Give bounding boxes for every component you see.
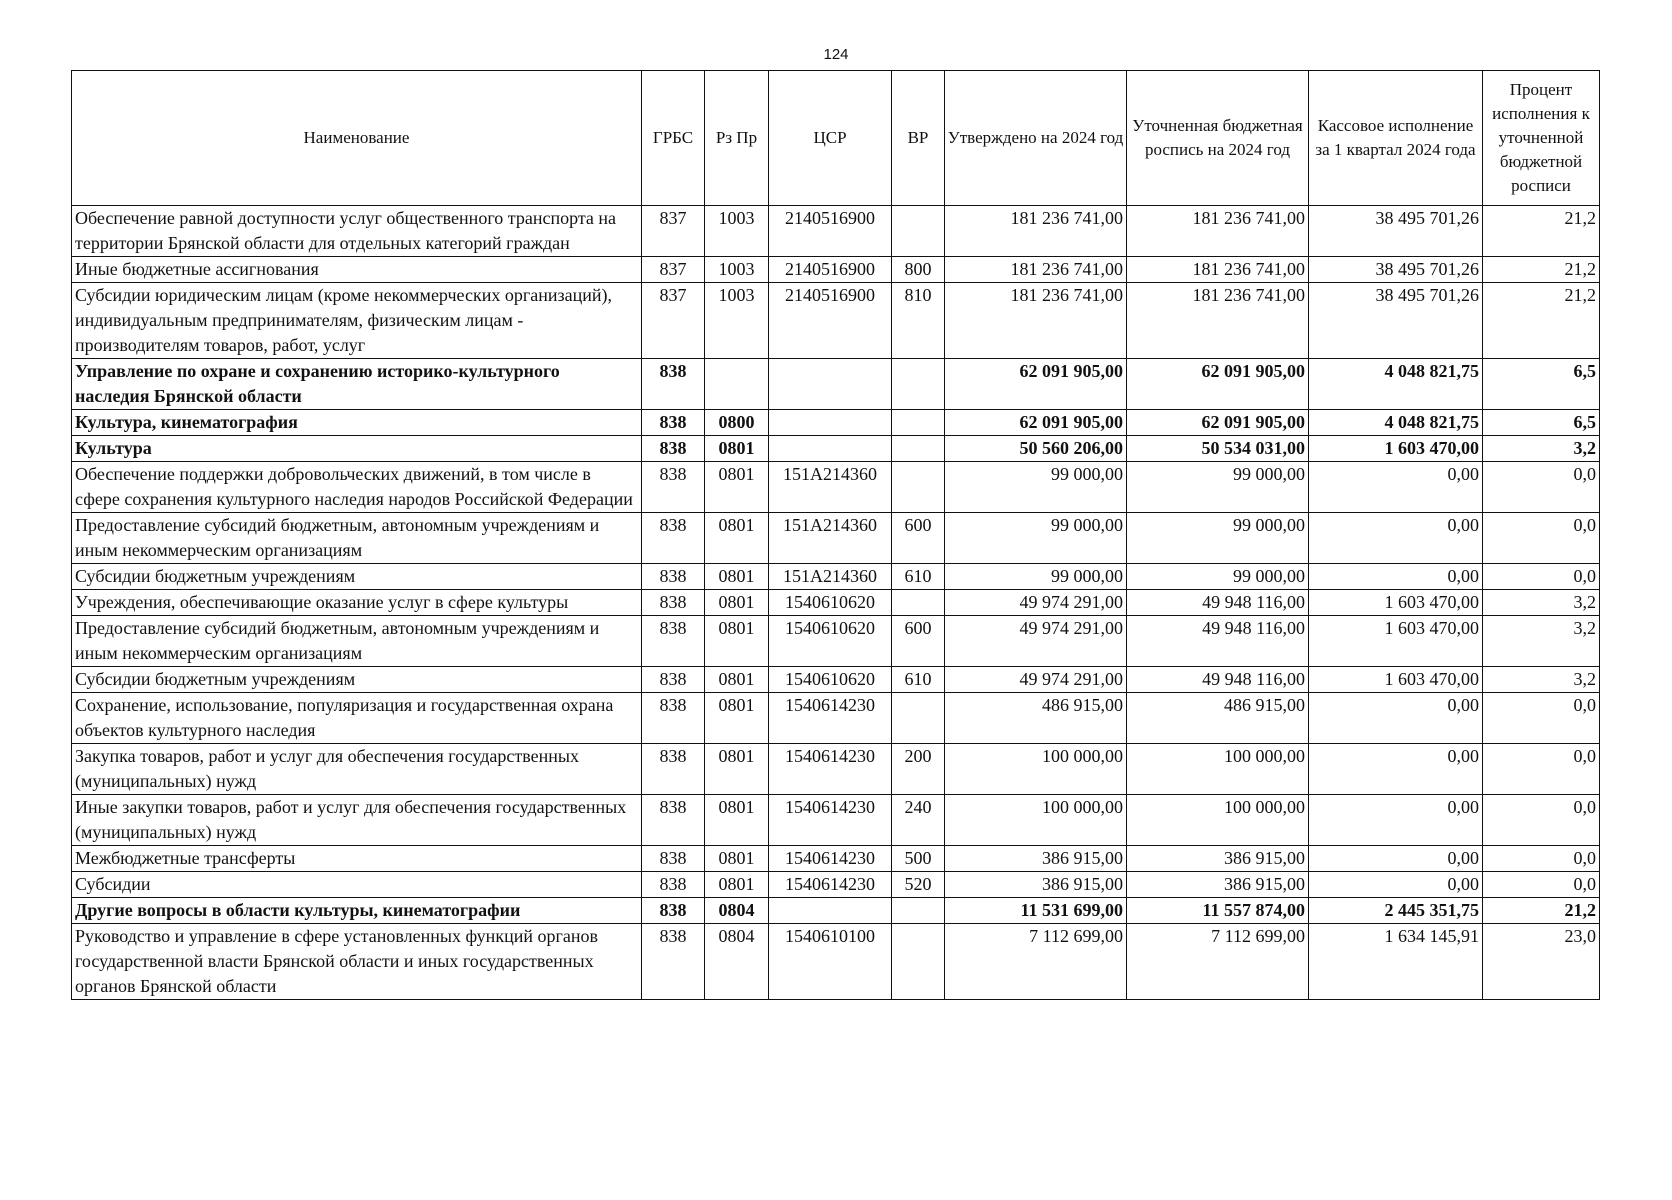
cell-vr: 810 (892, 283, 945, 359)
cell-vr: 520 (892, 872, 945, 898)
cell-refined: 181 236 741,00 (1127, 206, 1309, 257)
cell-cash: 1 603 470,00 (1309, 436, 1483, 462)
cell-rzpr: 0801 (705, 590, 769, 616)
cell-cash: 1 603 470,00 (1309, 667, 1483, 693)
cell-cash: 0,00 (1309, 513, 1483, 564)
cell-name: Другие вопросы в области культуры, кинематографии (72, 898, 642, 924)
table-row (72, 206, 1600, 257)
cell-refined: 7 112 699,00 (1127, 924, 1309, 1000)
cell-rzpr (705, 359, 769, 410)
cell-percent: 3,2 (1483, 436, 1600, 462)
cell-vr: 600 (892, 616, 945, 667)
cell-vr (892, 206, 945, 257)
cell-percent: 3,2 (1483, 616, 1600, 667)
cell-vr (892, 693, 945, 744)
cell-name: Управление по охране и сохранению историко-культурного наследия Брянской области (72, 359, 642, 410)
cell-vr: 500 (892, 846, 945, 872)
cell-name: Субсидии (72, 872, 642, 898)
header-csr: ЦСР (769, 71, 892, 206)
cell-name: Субсидии юридическим лицам (кроме некоммерческих организаций), индивидуальным предпринимателям, физическим лицам - производителям товаров, работ, услуг (72, 283, 642, 359)
cell-refined: 386 915,00 (1127, 872, 1309, 898)
table-row (72, 257, 1600, 283)
cell-approved: 99 000,00 (945, 513, 1127, 564)
cell-refined: 62 091 905,00 (1127, 410, 1309, 436)
budget-execution-table (71, 70, 1600, 1000)
cell-cash: 2 445 351,75 (1309, 898, 1483, 924)
cell-approved: 181 236 741,00 (945, 283, 1127, 359)
table-row (72, 564, 1600, 590)
cell-name: Обеспечение равной доступности услуг общественного транспорта на территории Брянской области для отдельных категорий граждан (72, 206, 642, 257)
cell-name: Руководство и управление в сфере установленных функций органов государственной власти Брянской области и иных государственных органов Брянской области (72, 924, 642, 1000)
cell-csr (769, 898, 892, 924)
cell-rzpr: 0801 (705, 436, 769, 462)
cell-refined: 50 534 031,00 (1127, 436, 1309, 462)
cell-vr: 610 (892, 667, 945, 693)
cell-percent: 0,0 (1483, 462, 1600, 513)
table-row (72, 462, 1600, 513)
cell-vr: 240 (892, 795, 945, 846)
cell-rzpr: 0801 (705, 513, 769, 564)
cell-vr (892, 410, 945, 436)
cell-grbs: 838 (642, 359, 705, 410)
cell-vr (892, 590, 945, 616)
cell-rzpr: 0801 (705, 872, 769, 898)
cell-refined: 49 948 116,00 (1127, 590, 1309, 616)
header-rzpr: Рз Пр (705, 71, 769, 206)
cell-refined: 486 915,00 (1127, 693, 1309, 744)
cell-grbs: 838 (642, 616, 705, 667)
cell-approved: 386 915,00 (945, 846, 1127, 872)
table-row (72, 667, 1600, 693)
header-refined: Уточненная бюджетная роспись на 2024 год (1127, 71, 1309, 206)
cell-grbs: 838 (642, 564, 705, 590)
cell-vr (892, 924, 945, 1000)
cell-grbs: 838 (642, 898, 705, 924)
cell-name: Иные закупки товаров, работ и услуг для обеспечения государственных (муниципальных) нужд (72, 795, 642, 846)
cell-grbs: 838 (642, 667, 705, 693)
cell-cash: 0,00 (1309, 795, 1483, 846)
cell-percent: 23,0 (1483, 924, 1600, 1000)
cell-name: Межбюджетные трансферты (72, 846, 642, 872)
header-cash: Кассовое исполнение за 1 квартал 2024 года (1309, 71, 1483, 206)
cell-vr: 610 (892, 564, 945, 590)
cell-grbs: 838 (642, 462, 705, 513)
cell-csr (769, 410, 892, 436)
cell-grbs: 838 (642, 436, 705, 462)
cell-cash: 0,00 (1309, 693, 1483, 744)
table-row (72, 359, 1600, 410)
cell-vr (892, 436, 945, 462)
cell-approved: 62 091 905,00 (945, 410, 1127, 436)
header-vr: ВР (892, 71, 945, 206)
cell-name: Иные бюджетные ассигнования (72, 257, 642, 283)
page-number: 124 (823, 46, 849, 63)
cell-name: Сохранение, использование, популяризация и государственная охрана объектов культурного наследия (72, 693, 642, 744)
cell-percent: 3,2 (1483, 590, 1600, 616)
cell-rzpr: 0801 (705, 616, 769, 667)
cell-approved: 50 560 206,00 (945, 436, 1127, 462)
cell-percent: 3,2 (1483, 667, 1600, 693)
cell-cash: 0,00 (1309, 846, 1483, 872)
cell-percent: 0,0 (1483, 513, 1600, 564)
cell-grbs: 838 (642, 872, 705, 898)
cell-csr: 2140516900 (769, 283, 892, 359)
cell-refined: 99 000,00 (1127, 513, 1309, 564)
cell-csr: 1540610100 (769, 924, 892, 1000)
cell-approved: 49 974 291,00 (945, 616, 1127, 667)
cell-approved: 181 236 741,00 (945, 206, 1127, 257)
cell-csr: 2140516900 (769, 257, 892, 283)
cell-refined: 386 915,00 (1127, 846, 1309, 872)
cell-csr: 1540614230 (769, 693, 892, 744)
cell-name: Предоставление субсидий бюджетным, автономным учреждениям и иным некоммерческим организациям (72, 616, 642, 667)
cell-approved: 486 915,00 (945, 693, 1127, 744)
cell-percent: 21,2 (1483, 283, 1600, 359)
cell-rzpr: 0801 (705, 564, 769, 590)
cell-name: Культура (72, 436, 642, 462)
table-row (72, 846, 1600, 872)
cell-vr (892, 359, 945, 410)
cell-approved: 7 112 699,00 (945, 924, 1127, 1000)
cell-csr: 151A214360 (769, 513, 892, 564)
header-grbs: ГРБС (642, 71, 705, 206)
cell-approved: 100 000,00 (945, 795, 1127, 846)
cell-grbs: 838 (642, 846, 705, 872)
cell-csr: 1540610620 (769, 590, 892, 616)
cell-name: Культура, кинематография (72, 410, 642, 436)
cell-percent: 0,0 (1483, 846, 1600, 872)
cell-refined: 49 948 116,00 (1127, 667, 1309, 693)
cell-percent: 0,0 (1483, 693, 1600, 744)
cell-refined: 181 236 741,00 (1127, 257, 1309, 283)
cell-percent: 6,5 (1483, 359, 1600, 410)
cell-approved: 49 974 291,00 (945, 667, 1127, 693)
cell-grbs: 837 (642, 283, 705, 359)
cell-cash: 38 495 701,26 (1309, 257, 1483, 283)
cell-name: Закупка товаров, работ и услуг для обеспечения государственных (муниципальных) нужд (72, 744, 642, 795)
cell-vr (892, 462, 945, 513)
cell-grbs: 838 (642, 410, 705, 436)
cell-cash: 0,00 (1309, 462, 1483, 513)
cell-vr (892, 898, 945, 924)
table-row (72, 898, 1600, 924)
cell-csr: 151A214360 (769, 564, 892, 590)
cell-cash: 38 495 701,26 (1309, 283, 1483, 359)
table-row (72, 693, 1600, 744)
cell-name: Субсидии бюджетным учреждениям (72, 564, 642, 590)
cell-refined: 181 236 741,00 (1127, 283, 1309, 359)
cell-refined: 99 000,00 (1127, 564, 1309, 590)
cell-refined: 11 557 874,00 (1127, 898, 1309, 924)
cell-approved: 99 000,00 (945, 462, 1127, 513)
cell-name: Предоставление субсидий бюджетным, автономным учреждениям и иным некоммерческим организациям (72, 513, 642, 564)
cell-rzpr: 0801 (705, 462, 769, 513)
cell-rzpr: 0804 (705, 924, 769, 1000)
cell-approved: 181 236 741,00 (945, 257, 1127, 283)
cell-grbs: 837 (642, 257, 705, 283)
table-row (72, 616, 1600, 667)
cell-name: Обеспечение поддержки добровольческих движений, в том числе в сфере сохранения культурного наследия народов Российской Федерации (72, 462, 642, 513)
cell-rzpr: 0801 (705, 744, 769, 795)
cell-csr: 1540614230 (769, 744, 892, 795)
cell-cash: 4 048 821,75 (1309, 359, 1483, 410)
cell-refined: 62 091 905,00 (1127, 359, 1309, 410)
cell-percent: 21,2 (1483, 898, 1600, 924)
cell-grbs: 838 (642, 744, 705, 795)
cell-grbs: 838 (642, 693, 705, 744)
cell-cash: 0,00 (1309, 872, 1483, 898)
cell-cash: 4 048 821,75 (1309, 410, 1483, 436)
cell-approved: 49 974 291,00 (945, 590, 1127, 616)
cell-rzpr: 0801 (705, 795, 769, 846)
cell-rzpr: 0804 (705, 898, 769, 924)
table-row (72, 513, 1600, 564)
cell-approved: 99 000,00 (945, 564, 1127, 590)
cell-cash: 0,00 (1309, 744, 1483, 795)
cell-rzpr: 0801 (705, 667, 769, 693)
header-approved: Утверждено на 2024 год (945, 71, 1127, 206)
cell-cash: 1 634 145,91 (1309, 924, 1483, 1000)
table-row (72, 283, 1600, 359)
cell-csr: 1540614230 (769, 795, 892, 846)
cell-approved: 100 000,00 (945, 744, 1127, 795)
cell-grbs: 838 (642, 924, 705, 1000)
cell-csr (769, 359, 892, 410)
table-header-row (72, 71, 1600, 206)
table-row (72, 590, 1600, 616)
cell-percent: 0,0 (1483, 872, 1600, 898)
cell-approved: 62 091 905,00 (945, 359, 1127, 410)
cell-csr (769, 436, 892, 462)
cell-refined: 49 948 116,00 (1127, 616, 1309, 667)
cell-approved: 386 915,00 (945, 872, 1127, 898)
header-name: Наименование (72, 71, 642, 206)
cell-csr: 1540614230 (769, 872, 892, 898)
cell-grbs: 837 (642, 206, 705, 257)
cell-csr: 151A214360 (769, 462, 892, 513)
cell-cash: 38 495 701,26 (1309, 206, 1483, 257)
cell-rzpr: 0801 (705, 846, 769, 872)
cell-csr: 1540610620 (769, 616, 892, 667)
cell-percent: 21,2 (1483, 257, 1600, 283)
table-row (72, 410, 1600, 436)
cell-rzpr: 1003 (705, 257, 769, 283)
cell-refined: 100 000,00 (1127, 795, 1309, 846)
table-row (72, 924, 1600, 1000)
cell-cash: 1 603 470,00 (1309, 616, 1483, 667)
cell-grbs: 838 (642, 513, 705, 564)
cell-refined: 99 000,00 (1127, 462, 1309, 513)
cell-rzpr: 0801 (705, 693, 769, 744)
cell-rzpr: 0800 (705, 410, 769, 436)
header-percent: Процент исполнения к уточненной бюджетной росписи (1483, 71, 1600, 206)
cell-approved: 11 531 699,00 (945, 898, 1127, 924)
cell-percent: 0,0 (1483, 564, 1600, 590)
cell-vr: 200 (892, 744, 945, 795)
cell-refined: 100 000,00 (1127, 744, 1309, 795)
cell-percent: 0,0 (1483, 744, 1600, 795)
cell-percent: 0,0 (1483, 795, 1600, 846)
table-row (72, 436, 1600, 462)
cell-name: Учреждения, обеспечивающие оказание услуг в сфере культуры (72, 590, 642, 616)
table-row (72, 744, 1600, 795)
cell-csr: 2140516900 (769, 206, 892, 257)
cell-cash: 1 603 470,00 (1309, 590, 1483, 616)
table-body (72, 206, 1600, 1000)
table-row (72, 872, 1600, 898)
cell-rzpr: 1003 (705, 206, 769, 257)
cell-vr: 600 (892, 513, 945, 564)
cell-rzpr: 1003 (705, 283, 769, 359)
cell-csr: 1540614230 (769, 846, 892, 872)
cell-csr: 1540610620 (769, 667, 892, 693)
cell-grbs: 838 (642, 795, 705, 846)
cell-percent: 6,5 (1483, 410, 1600, 436)
cell-grbs: 838 (642, 590, 705, 616)
cell-percent: 21,2 (1483, 206, 1600, 257)
cell-cash: 0,00 (1309, 564, 1483, 590)
cell-name: Субсидии бюджетным учреждениям (72, 667, 642, 693)
table-row (72, 795, 1600, 846)
cell-vr: 800 (892, 257, 945, 283)
